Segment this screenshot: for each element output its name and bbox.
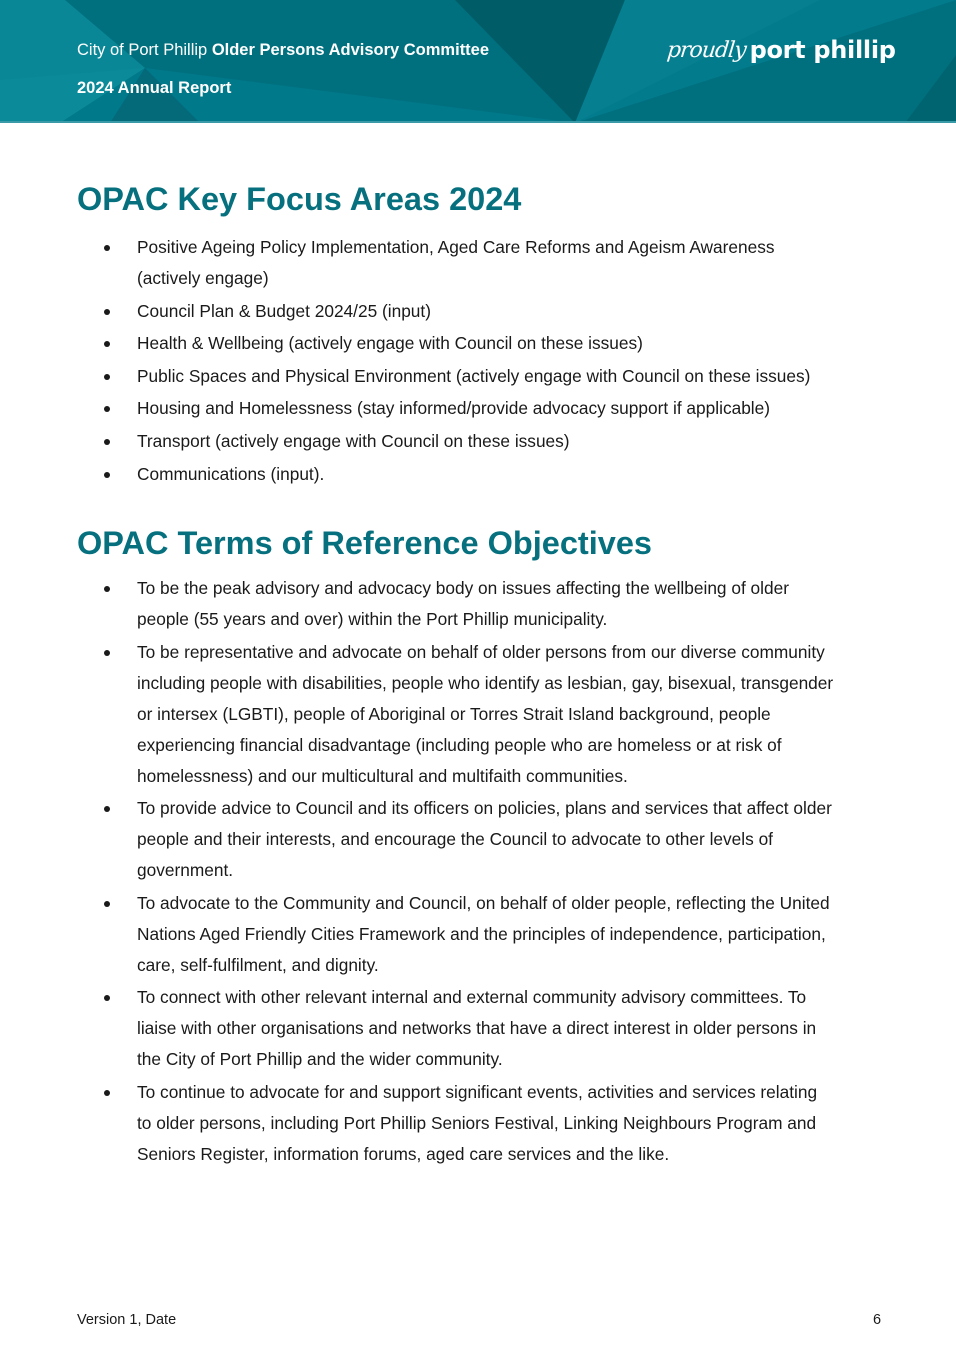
header-banner [0, 0, 956, 123]
logo-script-text: proudly [665, 37, 747, 63]
list-item: To continue to advocate for and support significant events, activities and services relating to older persons, including Port Phillip Seniors Festival, Linking Neighbours Program and Seniors Register, information forums, aged care services and the like. [0, 1077, 956, 1170]
bullet-icon [104, 901, 110, 907]
bullet-icon [104, 309, 110, 315]
bullet-icon [104, 995, 110, 1001]
page-number: 6 [873, 1312, 882, 1328]
header-title [77, 41, 489, 60]
list-item: Housing and Homelessness (stay informed/provide advocacy support if applicable) [0, 393, 956, 424]
list-item: To be representative and advocate on behalf of older persons from our diverse community including people with disabilities, people who identify as lesbian, gay, bisexual, transgender or intersex (LGBTI), people of Aboriginal or Torres Strait Island background, people experiencing financial disadvantage (including people who are homeless or at risk of homelessness) and our multicultural and multifaith communities. [0, 637, 956, 792]
list-item: To advocate to the Community and Council, on behalf of older people, reflecting the United Nations Aged Friendly Cities Framework and the principles of independence, participation, care, self-fulfilment, and dignity. [0, 888, 956, 981]
header-title-main: Older Persons Advisory Committee [211, 41, 490, 59]
header-subtitle: 2024 Annual Report [77, 79, 232, 97]
list-item: To be the peak advisory and advocacy body on issues affecting the wellbeing of older people (55 years and over) within the Port Phillip municipality. [0, 573, 956, 635]
bullet-icon [104, 472, 110, 478]
list-item: Transport (actively engage with Council on these issues) [0, 426, 956, 457]
bullet-icon [104, 406, 110, 412]
bullet-icon [104, 650, 110, 656]
objectives-heading: OPAC Terms of Reference Objectives [77, 525, 652, 561]
list-item: To connect with other relevant internal and external community advisory committees. To liaise with other organisations and networks that have a direct interest in older persons in the City of Port Phillip and the wider community. [0, 982, 956, 1075]
bullet-icon [104, 1090, 110, 1096]
focus-areas-heading: OPAC Key Focus Areas 2024 [77, 181, 522, 217]
list-item: Communications (input). [0, 459, 956, 490]
header-title-prefix: City of Port Phillip [77, 41, 208, 59]
list-item: Public Spaces and Physical Environment (actively engage with Council on these issues) [0, 361, 956, 392]
focus-areas-list [0, 232, 956, 491]
header-accent-line [0, 121, 956, 123]
bullet-icon [104, 374, 110, 380]
list-item: Positive Ageing Policy Implementation, Aged Care Reforms and Ageism Awareness (actively engage) [0, 232, 956, 294]
bullet-icon [104, 245, 110, 251]
list-item: Council Plan & Budget 2024/25 (input) [0, 296, 956, 327]
bullet-icon [104, 341, 110, 347]
bullet-icon [104, 439, 110, 445]
bullet-icon [104, 586, 110, 592]
list-item: Health & Wellbeing (actively engage with Council on these issues) [0, 328, 956, 359]
proudly-port-phillip-logo [667, 30, 896, 70]
logo-brand-text: port phillip [749, 36, 896, 64]
bullet-icon [104, 806, 110, 812]
objectives-list [0, 573, 956, 1171]
list-item: To provide advice to Council and its officers on policies, plans and services that affect older people and their interests, and encourage the Council to advocate to other levels of government. [0, 793, 956, 886]
footer-version: Version 1, Date [77, 1312, 177, 1328]
